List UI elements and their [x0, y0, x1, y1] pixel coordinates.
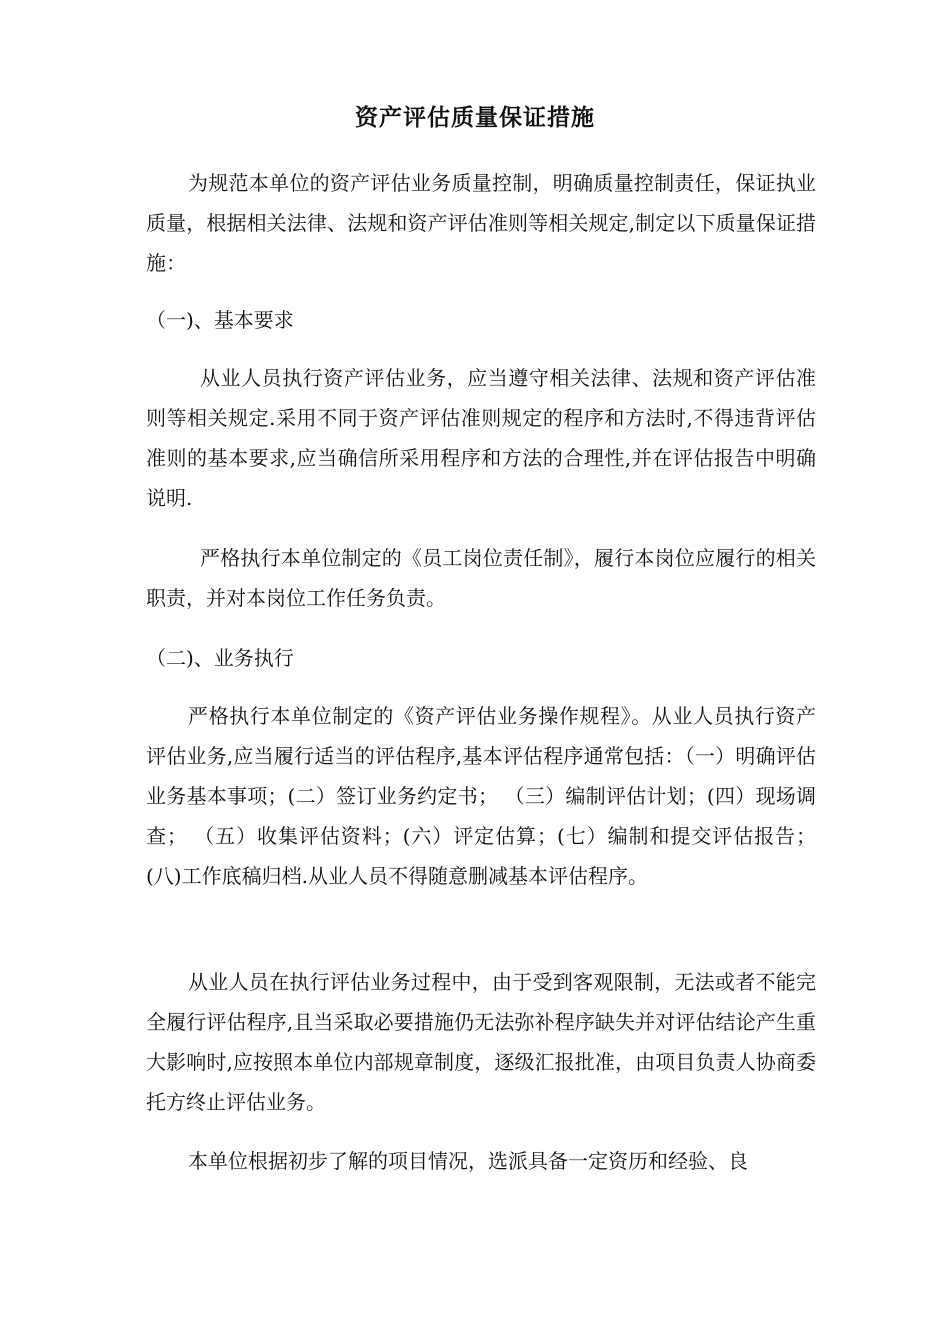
document-title: 资产评估质量保证措施: [355, 104, 595, 131]
paragraph-basic-requirements-1: 从业人员执行资产评估业务，应当遵守相关法律、法规和资产评估准则等相关规定.采用不同于资产评估准则规定的程序和方法时,不得违背评估准则的基本要求,应当确信所采用程序和方法的合理性,并在评估报告中明确说明.: [146, 366, 816, 510]
paragraph-intro: 为规范本单位的资产评估业务质量控制，明确质量控制责任，保证执业质量，根据相关法律、法规和资产评估准则等相关规定,制定以下质量保证措施：: [146, 171, 816, 275]
paragraph-business-execution-1: 严格执行本单位制定的《资产评估业务操作规程》。从业人员执行资产评估业务,应当履行适当的评估程序,基本评估程序通常包括：（一）明确评估业务基本事项；(二）签订业务约定书； （三）编制评估计划；(四）现场调查； （五）收集评估资料；(六）评定估算；(七）编制和提交评估报告； (八)工作底稿归档.从业人员不得随意删减基本评估程序。: [146, 704, 816, 888]
paragraph-basic-requirements-2: 严格执行本单位制定的《员工岗位责任制》，履行本岗位应履行的相关职责，并对本岗位工作任务负责。: [146, 546, 816, 610]
paragraph-business-execution-2: 从业人员在执行评估业务过程中，由于受到客观限制，无法或者不能完全履行评估程序,且当采取必要措施仍无法弥补程序缺失并对评估结论产生重大影响时,应按照本单位内部规章制度，逐级汇报批准，由项目负责人协商委托方终止评估业务。: [146, 970, 816, 1114]
section-heading-business-execution: （二)、业务执行: [146, 646, 294, 670]
section-heading-basic-requirements: （一)、基本要求: [146, 308, 294, 332]
paragraph-business-execution-3: 本单位根据初步了解的项目情况，选派具备一定资历和经验、良: [188, 1149, 748, 1173]
